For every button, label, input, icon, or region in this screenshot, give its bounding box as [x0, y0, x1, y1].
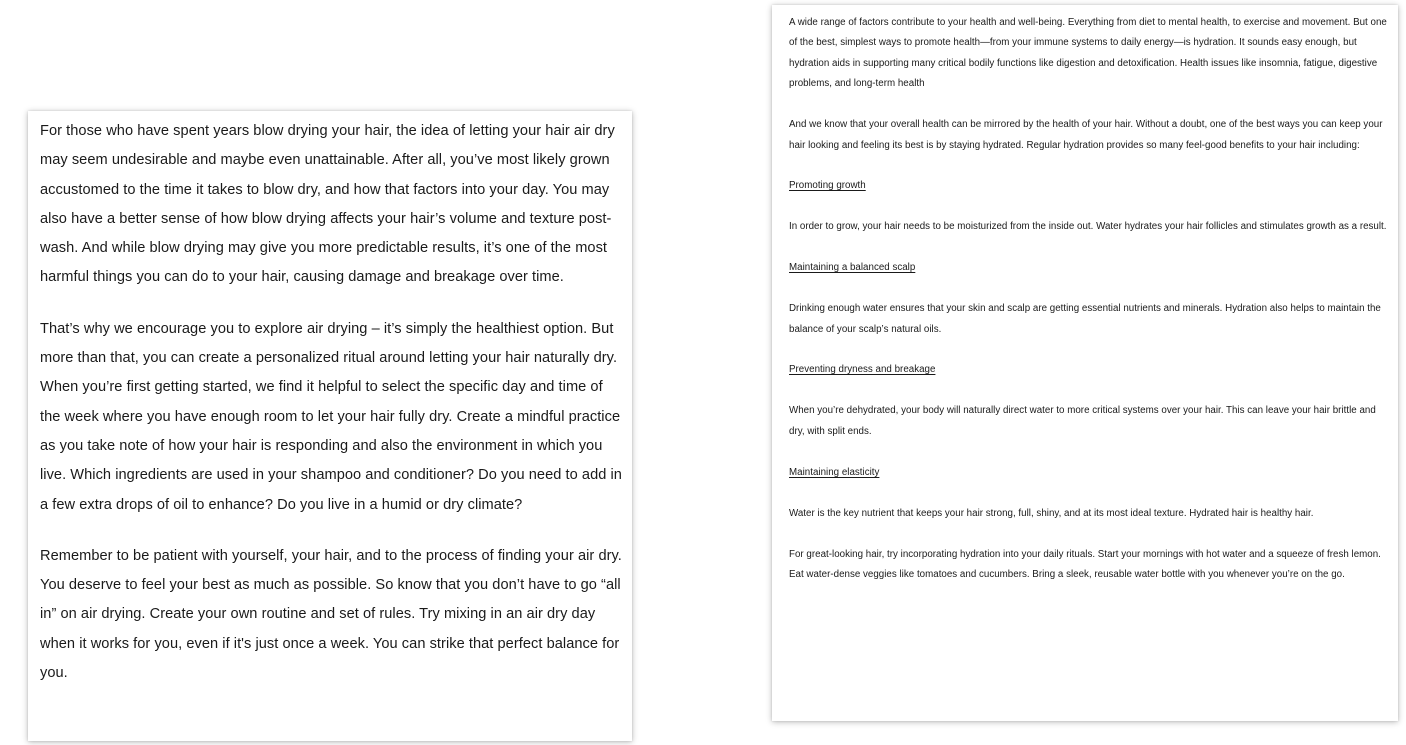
hydration-article-card: [772, 5, 1398, 721]
section-heading: Preventing dryness and breakage: [789, 364, 936, 376]
air-drying-article-card: [28, 111, 632, 741]
intro-paragraph: And we know that your overall health can be mirrored by the health of your hair. Without a doubt, one of the best ways you can keep your hair looking and feeling its best is by staying hydrated. Regular hydration provides so many feel-good benefits to your hair including:: [789, 119, 1383, 151]
closing-paragraph: For great-looking hair, try incorporating hydration into your daily rituals. Start your mornings with hot water and a squeeze of fresh lemon. Eat water-dense veggies like tomatoes and cucumbers. Bring a sleek, reusable water bottle with you whenever you’re on the go.: [789, 548, 1381, 580]
section-body: When you’re dehydrated, your body will naturally direct water to more critical systems over your hair. This can leave your hair brittle and dry, with split ends.: [789, 405, 1376, 437]
section-heading: Promoting growth: [789, 180, 866, 192]
intro-paragraph: A wide range of factors contribute to your health and well-being. Everything from diet to mental health, to exercise and movement. But one of the best, simplest ways to promote health—from your immune systems to daily energy—is hydration. It sounds easy enough, but hydration aids in supporting many critical bodily functions like digestion and detoxification. Health issues like insomnia, fatigue, digestive problems, and long-term health: [789, 17, 1387, 90]
section-heading: Maintaining elasticity: [789, 466, 880, 478]
article-paragraph: For those who have spent years blow drying your hair, the idea of letting your hair air dry may seem undesirable and maybe even unattainable. After all, you’ve most likely grown accustomed to the time it takes to blow dry, and how that factors into your day. You may also have a better sense of how blow drying affects your hair’s volume and texture post-wash. And while blow drying may give you more predictable results, it’s one of the most harmful things you can do to your hair, causing damage and breakage over time.: [40, 123, 615, 286]
section-body: Drinking enough water ensures that your skin and scalp are getting essential nutrients and minerals. Hydration also helps to maintain the balance of your scalp’s natural oils.: [789, 303, 1381, 335]
section-body: In order to grow, your hair needs to be moisturized from the inside out. Water hydrates your hair follicles and stimulates growth as a result.: [789, 221, 1387, 233]
article-paragraph: That’s why we encourage you to explore air drying – it’s simply the healthiest option. But more than that, you can create a personalized ritual around letting your hair naturally dry. When you’re first getting started, we find it helpful to select the specific day and time of the week where you have enough room to let your hair fully dry. Create a mindful practice as you take note of how your hair is responding and also the environment in which you live. Which ingredients are used in your shampoo and conditioner? Do you need to add in a few extra drops of oil to enhance? Do you live in a humid or dry climate?: [40, 320, 622, 513]
article-paragraph: Remember to be patient with yourself, your hair, and to the process of finding your air dry. You deserve to feel your best as much as possible. So know that you don’t have to go “all in” on air drying. Create your own routine and set of rules. Try mixing in an air dry day when it works for you, even if it's just once a week. You can strike that perfect balance for you.: [40, 547, 622, 682]
section-body: Water is the key nutrient that keeps your hair strong, full, shiny, and at its most ideal texture. Hydrated hair is healthy hair.: [789, 507, 1314, 519]
section-heading: Maintaining a balanced scalp: [789, 262, 916, 274]
